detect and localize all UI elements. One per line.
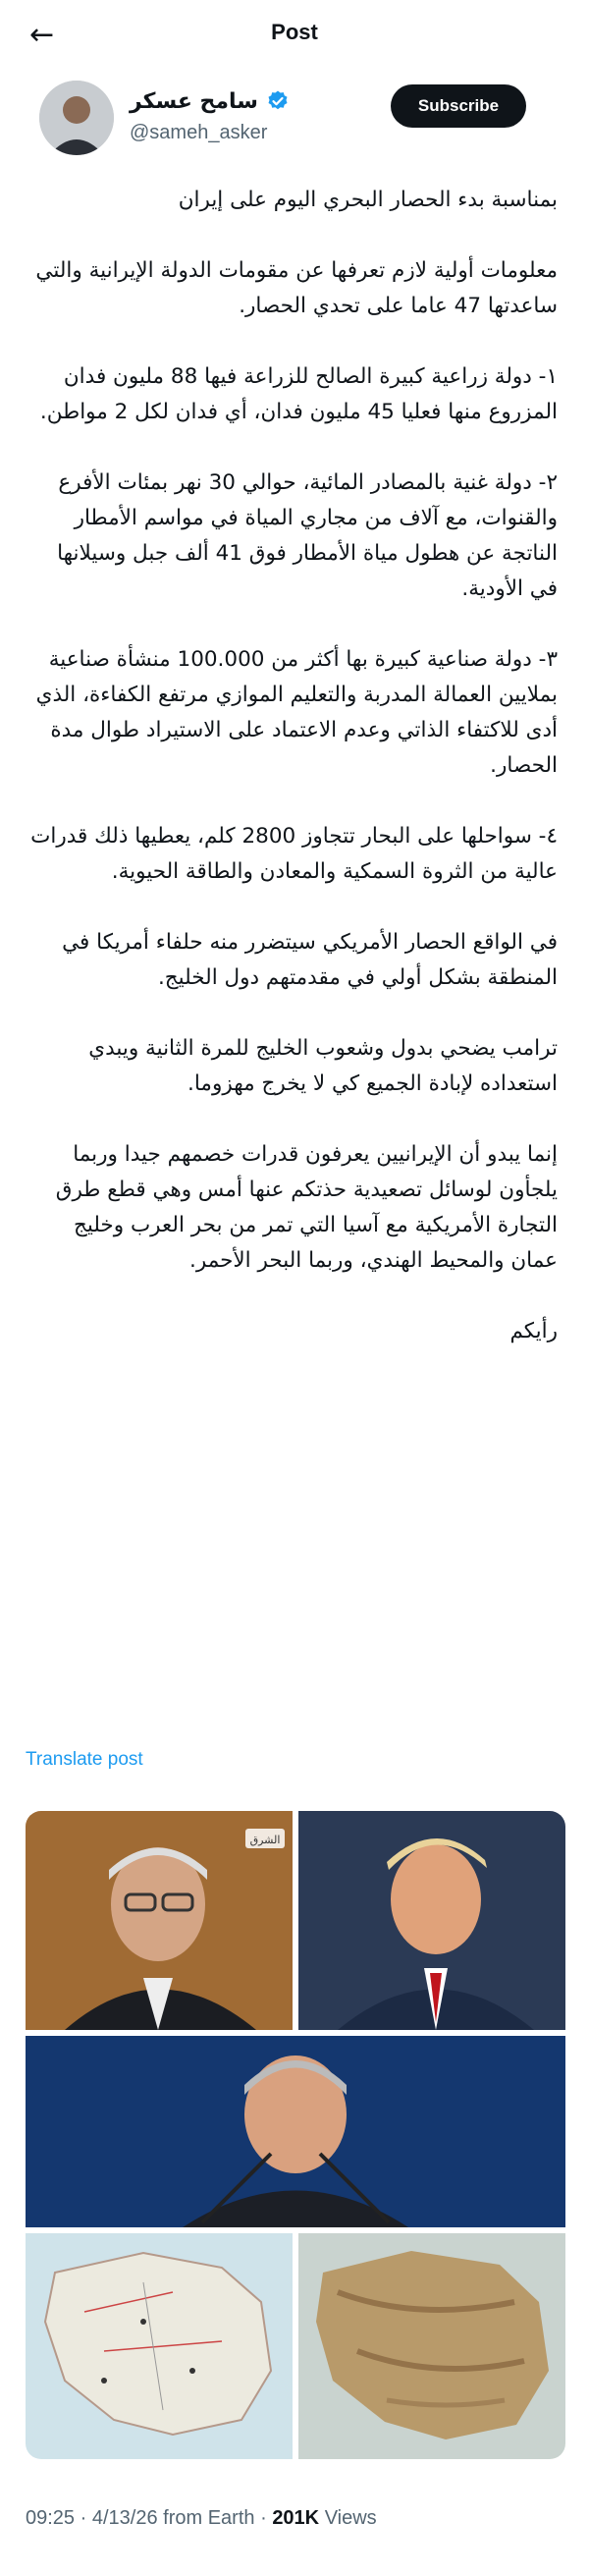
post-date: 4/13/26 — [91, 2507, 158, 2529]
post-paragraph: ٣- دولة صناعية كبيرة بها أكثر من 100.000 منشأة صناعية بملايين العمالة المدربة والتعليم الموازي مرتفع الكفاءة، الذي أدى للاكتفاء الذاتي وعدم الاعتماد على الاستيراد طوال مدة الحصار. — [35, 647, 558, 778]
avatar[interactable] — [39, 81, 114, 155]
meta-separator: · — [80, 2507, 87, 2529]
photo-man-glasses[interactable] — [26, 1811, 293, 2030]
translate-post-link[interactable]: Translate post — [26, 1749, 143, 1770]
post-paragraph: في الواقع الحصار الأمريكي سيتضرر منه حلفاء أمريكا في المنطقة بشكل أولي في مقدمتهم دول الخليج. — [62, 930, 558, 990]
arrow-left-icon[interactable]: ← — [29, 18, 55, 52]
map-iran-political[interactable] — [26, 2233, 293, 2459]
post-paragraph: بمناسبة بدء الحصار البحري اليوم على إيران — [178, 188, 558, 212]
photo-man-microphone[interactable] — [26, 2036, 565, 2227]
photo-badge: الشرق — [249, 1834, 281, 1846]
views-count[interactable]: 201K — [272, 2507, 320, 2529]
post-paragraph: إنما يبدو أن الإيرانيين يعرفون قدرات خصمهم جيدا وربما يلجأون لوسائل تصعيدية حذتكم عنها أمس وهي قطع طرق التجارة الأمريكية مع آسيا التي تمر من بحر العرب وخليج عمان والمحيط الهندي، وربما البحر الأحمر. — [55, 1142, 558, 1273]
post-paragraph: رأيكم — [509, 1319, 558, 1343]
subscribe-button[interactable]: Subscribe — [391, 84, 526, 128]
author-name-row — [130, 86, 290, 116]
post-paragraph: ١- دولة زراعية كبيرة الصالح للزراعة فيها 88 مليون فدان المزروع منها فعليا 45 مليون فدان، أي فدان لكل 2 مواطن. — [39, 364, 558, 424]
verified-badge-icon — [266, 89, 290, 113]
author-handle: @sameh_asker — [130, 122, 268, 143]
author-name[interactable]: سامح عسكر — [130, 88, 258, 114]
views-label: Views — [324, 2507, 377, 2529]
media-grid — [26, 1811, 565, 2459]
post-paragraph: ترامب يضحي بدول وشعوب الخليج للمرة الثانية ويبدي استعداده لإبادة الجميع كي لا يخرج مهزوما. — [88, 1036, 558, 1096]
top-bar — [0, 0, 589, 69]
author-header — [0, 75, 589, 163]
post-paragraph: ٢- دولة غنية بالمصادر المائية، حوالي 30 نهر بمئات الأفرع والقنوات، مع آلاف من مجاري المياة في مواسم الأمطار الناتجة عن هطول مياة الأمطار فوق 41 ألف جبل وسيلانها في الأودية. — [57, 470, 558, 601]
post-time: 09:25 — [26, 2507, 76, 2529]
map-iran-relief[interactable] — [298, 2233, 565, 2459]
post-source: from Earth — [163, 2507, 255, 2529]
post-paragraph: معلومات أولية لازم تعرفها عن مقومات الدولة الإيرانية والتي ساعدتها 47 عاما على تحدي الحصار. — [35, 258, 558, 318]
post-paragraph: ٤- سواحلها على البحار تتجاوز 2800 كلم، يعطيها ذلك قدرات عالية من الثروة السمكية والمعادن والطاقة الحيوية. — [30, 824, 558, 884]
page-title: Post — [271, 20, 318, 44]
post-meta — [26, 2507, 377, 2530]
photo-man-suit-red-tie[interactable] — [298, 1811, 565, 2030]
post-text — [24, 183, 558, 1385]
meta-separator: · — [260, 2507, 267, 2529]
